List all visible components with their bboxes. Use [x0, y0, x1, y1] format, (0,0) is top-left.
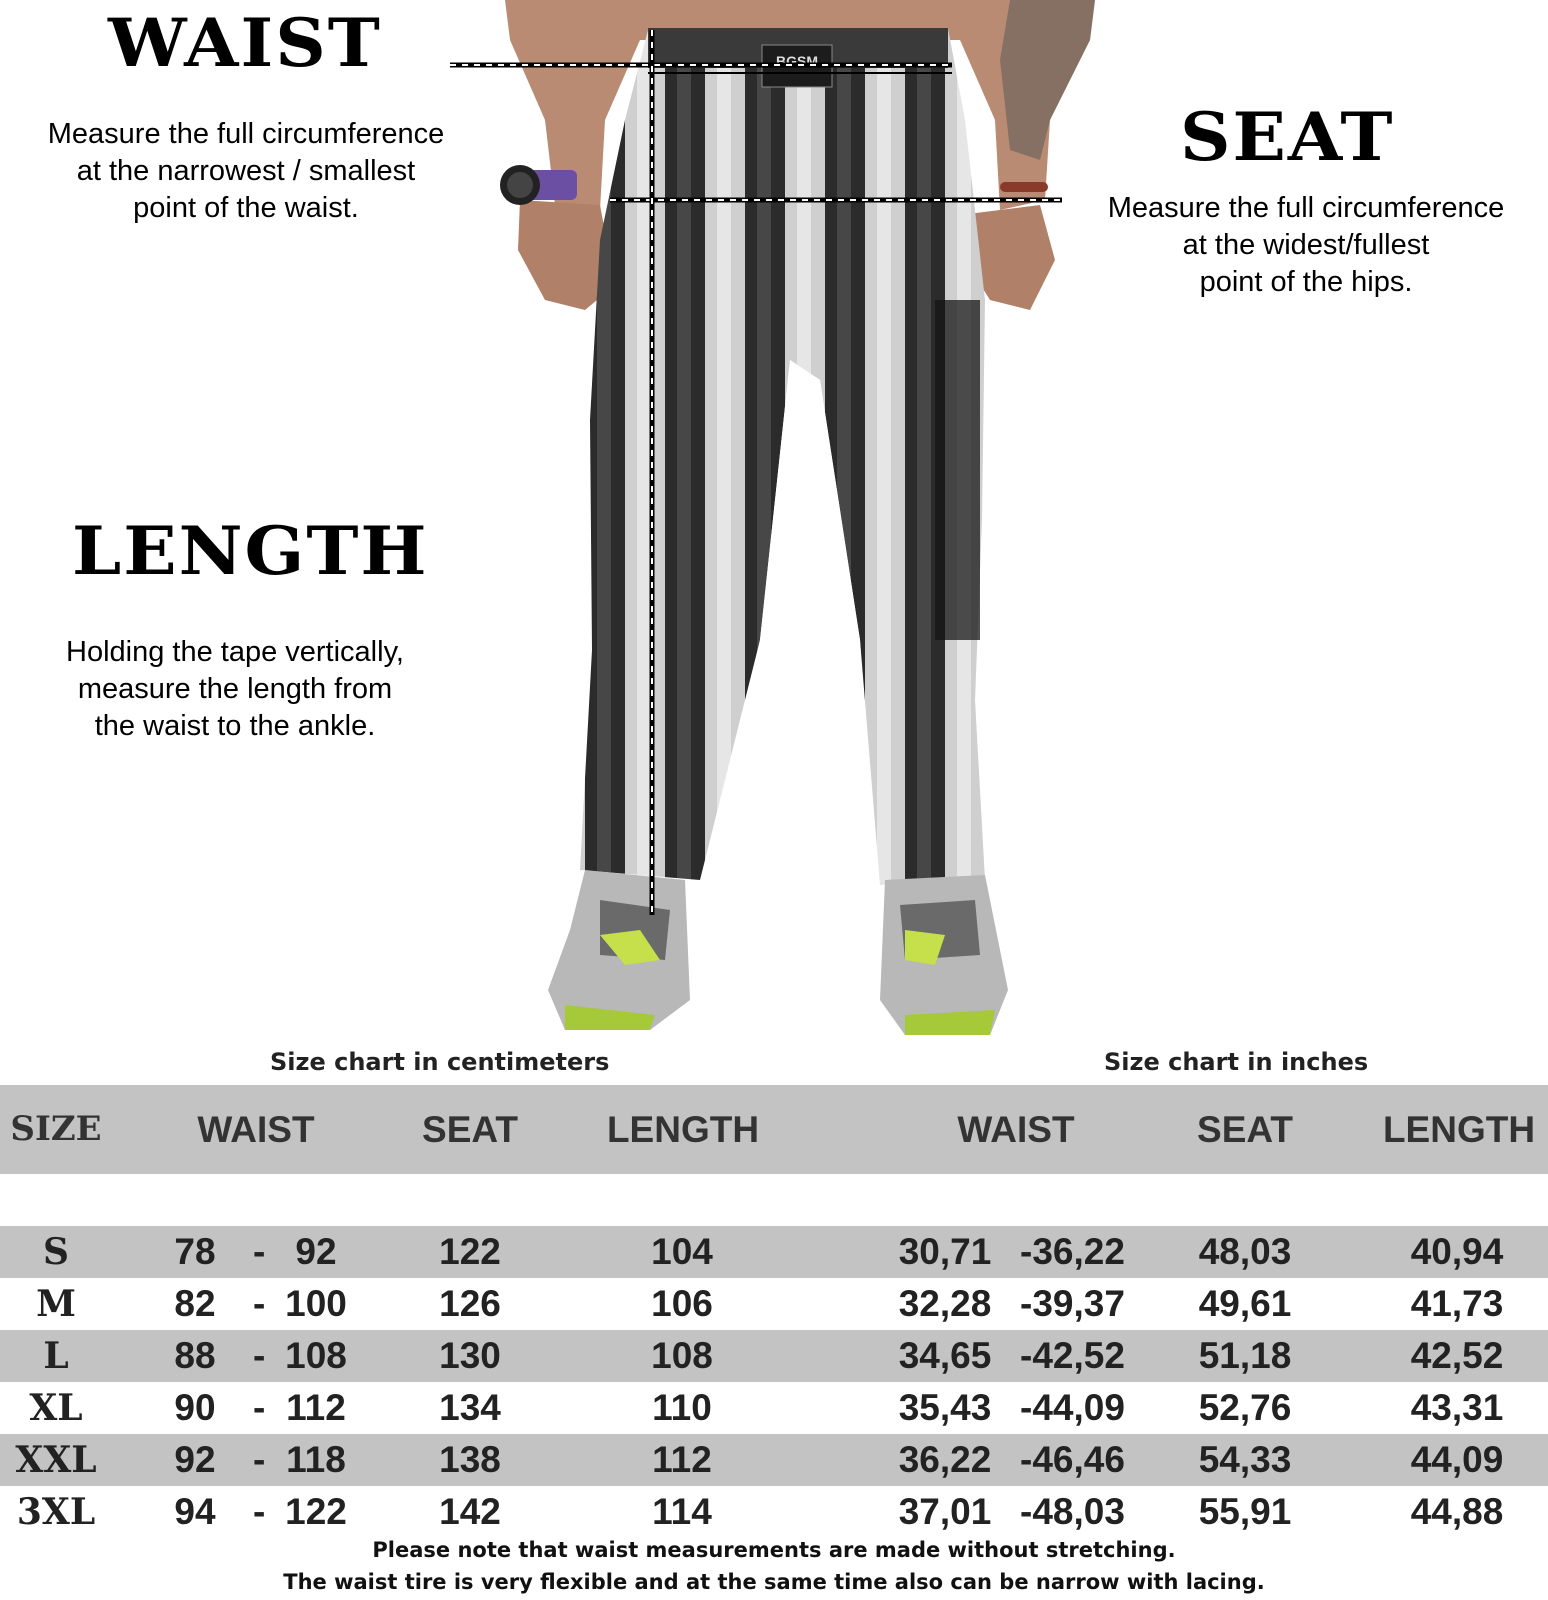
footnote-stretching: Please note that waist measurements are made without stretching.: [372, 1538, 1176, 1562]
waist-cm-dash: -: [253, 1283, 266, 1324]
size-cell: M: [36, 1283, 76, 1325]
seat-description-line: point of the hips.: [1199, 266, 1413, 298]
table-row: [0, 1330, 1548, 1382]
header-seat-cm: SEAT: [422, 1109, 518, 1150]
size-cell: XL: [29, 1387, 83, 1429]
waist-description: [0, 116, 492, 227]
waist-cm-min-cell: 92: [174, 1439, 216, 1480]
length-description-line: the waist to the ankle.: [94, 710, 376, 742]
waist-in-max-cell: -36,22: [1020, 1231, 1125, 1272]
header-waist-cm: WAIST: [197, 1109, 315, 1150]
waist-in-max-cell: -39,37: [1020, 1283, 1125, 1324]
length-in-cell: 40,94: [1410, 1231, 1504, 1272]
length-cm-cell: 112: [652, 1439, 712, 1480]
seat-in-cell: 51,18: [1198, 1335, 1292, 1376]
waist-in-min-cell: 35,43: [898, 1387, 992, 1428]
right-shoe-icon: [880, 875, 1008, 1035]
seat-in-cell: 52,76: [1198, 1387, 1292, 1428]
waist-cm-min-cell: 88: [174, 1335, 216, 1376]
waist-cm-max-cell: 118: [286, 1439, 346, 1480]
length-in-cell: 41,73: [1410, 1283, 1504, 1324]
size-cell: S: [43, 1231, 69, 1273]
length-in-cell: 43,31: [1410, 1387, 1504, 1428]
waist-in-min-cell: 36,22: [898, 1439, 992, 1480]
wristwatch-icon: [500, 165, 577, 205]
waist-description-line: point of the waist.: [133, 192, 359, 224]
waist-description-line: at the narrowest / smallest: [76, 155, 416, 187]
waist-cm-dash: -: [253, 1491, 266, 1532]
seat-cm-cell: 142: [439, 1491, 501, 1532]
inch-table-caption: Size chart in inches: [1104, 1048, 1369, 1076]
left-shoe-icon: [548, 870, 690, 1030]
length-in-cell: 44,88: [1410, 1491, 1504, 1532]
waist-in-max-cell: -46,46: [1020, 1439, 1125, 1480]
waist-in-min-cell: 30,71: [898, 1231, 992, 1272]
waist-cm-max-cell: 92: [295, 1231, 337, 1272]
waist-cm-dash: -: [253, 1335, 266, 1376]
length-cm-cell: 108: [651, 1335, 713, 1376]
waist-in-min-cell: 37,01: [898, 1491, 992, 1532]
table-row: [0, 1278, 1548, 1330]
length-cm-cell: 106: [651, 1283, 713, 1324]
waist-description-line: Measure the full circumference: [47, 118, 445, 150]
length-cm-cell: 114: [652, 1491, 712, 1532]
seat-description-line: at the widest/fullest: [1182, 229, 1430, 261]
waist-in-max-cell: -42,52: [1020, 1335, 1125, 1376]
waist-cm-max-cell: 112: [286, 1387, 346, 1428]
seat-cm-cell: 126: [439, 1283, 501, 1324]
length-cm-cell: 110: [652, 1387, 712, 1428]
length-heading: LENGTH: [72, 511, 429, 590]
table-row: [0, 1226, 1548, 1278]
waist-in-max-cell: -44,09: [1020, 1387, 1125, 1428]
seat-in-cell: 48,03: [1198, 1231, 1292, 1272]
waist-cm-min-cell: 82: [174, 1283, 216, 1324]
seat-description: [1068, 190, 1544, 301]
size-cell: XXL: [15, 1439, 97, 1481]
header-size: SIZE: [10, 1109, 102, 1149]
seat-in-cell: 55,91: [1198, 1491, 1292, 1532]
waist-heading: WAIST: [108, 3, 382, 82]
waist-cm-dash: -: [253, 1439, 266, 1480]
seat-heading: SEAT: [1180, 97, 1395, 176]
length-in-cell: 44,09: [1410, 1439, 1504, 1480]
waist-cm-max-cell: 108: [285, 1335, 347, 1376]
seat-description-line: Measure the full circumference: [1107, 192, 1505, 224]
table-row: [0, 1382, 1548, 1434]
waist-cm-max-cell: 122: [285, 1491, 347, 1532]
bracelet-icon: [1000, 182, 1048, 192]
seat-cm-cell: 134: [439, 1387, 501, 1428]
size-cell: 3XL: [16, 1491, 96, 1533]
header-length-in: LENGTH: [1382, 1109, 1536, 1150]
seat-cm-cell: 130: [439, 1335, 501, 1376]
waist-in-min-cell: 34,65: [898, 1335, 992, 1376]
seat-cm-cell: 122: [439, 1231, 501, 1272]
header-seat-in: SEAT: [1197, 1109, 1293, 1150]
waist-cm-min-cell: 94: [174, 1491, 216, 1532]
length-in-cell: 42,52: [1410, 1335, 1504, 1376]
length-description: [0, 634, 470, 745]
length-description-line: measure the length from: [77, 673, 393, 705]
waist-in-max-cell: -48,03: [1020, 1491, 1125, 1532]
table-row: [0, 1486, 1548, 1538]
cm-table-caption: Size chart in centimeters: [270, 1048, 610, 1076]
seat-cm-cell: 138: [439, 1439, 501, 1480]
header-waist-in: WAIST: [957, 1109, 1075, 1150]
waist-in-min-cell: 32,28: [898, 1283, 992, 1324]
waistband-logo: BGSM: [776, 53, 818, 69]
table-row: [0, 1434, 1548, 1486]
side-print: [935, 300, 980, 640]
waist-cm-dash: -: [253, 1387, 266, 1428]
seat-in-cell: 49,61: [1198, 1283, 1292, 1324]
seat-in-cell: 54,33: [1198, 1439, 1292, 1480]
waist-cm-dash: -: [253, 1231, 266, 1272]
header-length-cm: LENGTH: [606, 1109, 760, 1150]
size-cell: L: [43, 1335, 69, 1377]
waist-cm-max-cell: 100: [285, 1283, 347, 1324]
footnote-lacing: The waist tire is very flexible and at the same time also can be narrow with lacing.: [283, 1570, 1265, 1594]
waist-cm-min-cell: 78: [174, 1231, 216, 1272]
waist-cm-min-cell: 90: [174, 1387, 216, 1428]
length-description-line: Holding the tape vertically,: [66, 636, 404, 668]
length-cm-cell: 104: [651, 1231, 713, 1272]
